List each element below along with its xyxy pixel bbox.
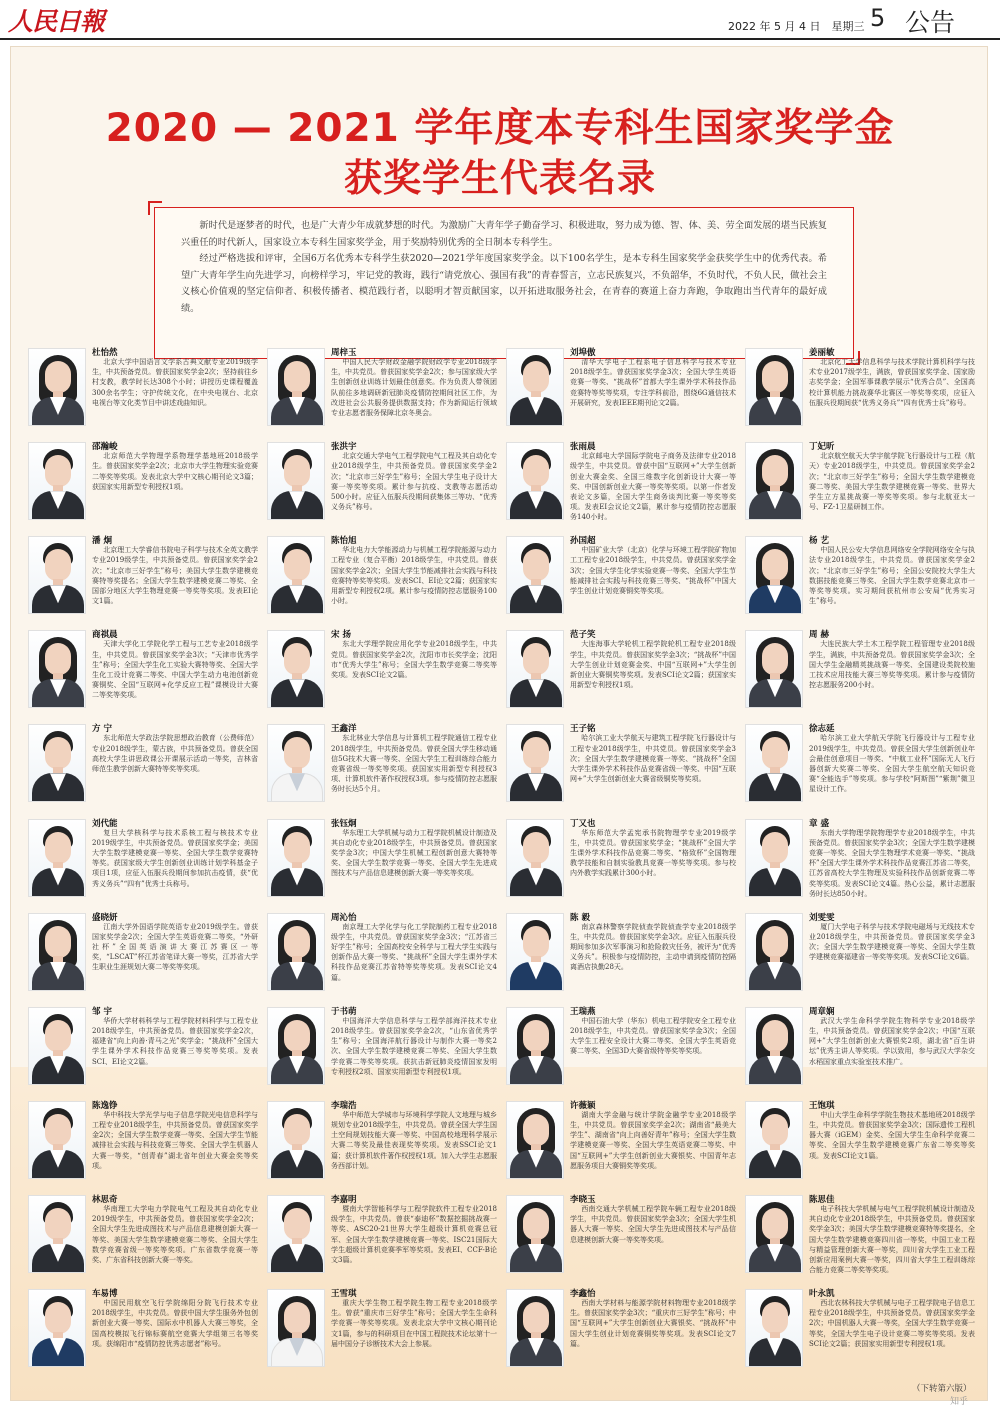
student-photo	[506, 724, 564, 802]
student-photo	[28, 819, 86, 897]
student-name: 张洪宇	[331, 442, 357, 453]
student-bio: 江南大学外国语学院英语专业2019级学生。曾获国家奖学金2次；全国大学生英语竞赛二等奖，“外研社杯”全国英语演讲大赛江苏赛区一等奖，“LSCAT”杯江苏省笔译大赛一等奖，江苏省大学生职业生涯规划大赛二等奖等奖项。	[92, 922, 258, 972]
student-photo	[267, 1007, 325, 1085]
student-card	[24, 1005, 263, 1095]
student-card	[502, 1005, 741, 1095]
student-photo	[267, 630, 325, 708]
student-bio: 中国人民公安大学信息网络安全学院网络安全与执法专业2018级学生，中共党员。曾获国家奖学金2次；“北京市三好学生”称号；全国公安院校大学生大数据技能竞赛三等奖、全国大学生数学竞赛北京市一等奖等奖项。实习期间获杭州市公安局“优秀实习生”称号。	[809, 546, 975, 606]
student-bio: 东北大学理学院应用化学专业2018级学生，中共党员。曾获国家奖学金2次，沈阳市市长奖学金；沈阳市“优秀大学生”称号；全国大学生数学竞赛二等奖等奖项。发表SCI论文2篇。	[331, 640, 497, 679]
student-photo	[28, 1195, 86, 1273]
student-name: 刘代能	[92, 818, 118, 829]
headline-line-1: 2020 — 2021 学年度本专科生国家奖学金	[105, 106, 895, 151]
student-name: 潘 炯	[92, 536, 112, 547]
student-bio: 西南大学材料与能源学院材料物理专业2018级学生。曾获国家奖学金3次；“重庆市三好学生”称号；中国“互联网+”大学生创新创业大赛银奖、“挑战杯”中国大学生创业计划竞赛铜奖等奖项。发表SCI论文7篇。	[570, 1299, 736, 1348]
student-photo	[745, 348, 803, 426]
student-name: 孙国超	[570, 536, 596, 547]
student-card	[263, 817, 502, 907]
student-name: 陈怡旭	[331, 536, 357, 547]
student-name: 杜怡然	[92, 348, 118, 358]
intro-box	[154, 207, 854, 359]
student-bio: 华东师范大学孟宪承书院物理学专业2019级学生，中共党员。曾获国家奖学金；“挑战杯”全国大学生课外学术科技作品竞赛二等奖、“格致杯”全国物理教学技能和自制实验教具竞赛一等奖等奖项。参与校内外教学实践累计300小时。	[570, 828, 736, 878]
student-card	[263, 440, 502, 530]
student-name: 林思奇	[92, 1194, 118, 1205]
student-photo	[745, 913, 803, 991]
student-card	[24, 440, 263, 530]
student-bio: 复旦大学核科学与技术系核工程与核技术专业2019级学生，中共预备党员。曾获国家奖学金；美国大学生数学建模竞赛一等奖、全国大学生数学竞赛特等奖。获国家级大学生创新创业训练计划学科基金子项目1项，应征入伍服兵役期间参加抗击疫情，获“优秀义务兵”“四有”优秀士兵称号。	[92, 828, 258, 888]
student-bio: 北京化工大学信息科学与技术学院计算机科学与技术专业2017级学生，满族，曾获国家奖学金、国家励志奖学金；全国军事课教学展示“优秀合员”、全国高校计算机能力挑战赛华北赛区一等奖等奖项，应征入伍服兵役期间获“优秀义务兵”“四有优秀士兵”称号。	[809, 358, 975, 407]
page-section: 公告	[905, 8, 956, 37]
student-card	[502, 1099, 741, 1189]
student-card	[263, 628, 502, 718]
student-card	[24, 628, 263, 718]
student-card	[263, 346, 502, 436]
student-bio: 东北林业大学信息与计算机工程学院通信工程专业2018级学生，中共预备党员。曾获全国大学生移动通信5G技术大赛一等奖、全国大学生工程训练综合能力竞赛省级一等奖等奖项。获国家实用新型专利授权3项、计算机软件著作权授权3项。参与疫情防控志愿服务时长达5个月。	[331, 734, 497, 794]
student-card	[24, 346, 263, 436]
student-photo	[745, 724, 803, 802]
student-card	[502, 1193, 741, 1283]
student-card	[502, 346, 741, 436]
student-photo	[506, 1195, 564, 1273]
student-bio: 华北电力大学能源动力与机械工程学院能源与动力工程专业（复合平衡）2018级学生，中共党员。曾获国家奖学金2次；全国大学生节能减排社会实践与科技竞赛特等奖等奖项。发表SCI、EI论文2篇；获国家实用新型专利授权2项。累计参与疫情防控志愿服务100小时。	[331, 546, 497, 606]
student-name: 许薇颖	[570, 1100, 596, 1111]
student-card	[263, 911, 502, 1001]
student-bio: 中国矿业大学（北京）化学与环境工程学院矿物加工工程专业2018级学生，中共党员。曾获国家奖学金3次；全国大学生化学实验竞赛一等奖、全国大学生节能减排社会实践与科技竞赛三等奖、“挑战杯”中国大学生创业计划竞赛铜奖等奖项。	[570, 546, 736, 595]
student-name: 范子笑	[570, 630, 596, 641]
student-name: 邹 宇	[92, 1006, 112, 1017]
student-photo	[28, 1007, 86, 1085]
student-name: 宋 扬	[331, 630, 351, 641]
student-bio: 南京森林警察学院侦查学院侦查学专业2018级学生，中共党员。曾获国家奖学金3次。应征入伍服兵役期间参加多次军事演习和抢险救灾任务，被评为“优秀义务兵”。积极参与疫情防控，主动申请到疫情防控隔离酒店执勤28天。	[570, 922, 736, 972]
student-name: 张钰炯	[331, 818, 357, 829]
student-photo	[506, 913, 564, 991]
student-card	[741, 440, 980, 530]
student-bio: 暨南大学智能科学与工程学院软件工程专业2018级学生，中共党员。曾获“泰迪杯”数据挖掘挑战赛一等奖、ASC20-21世界大学生超级计算机竞赛总冠军、全国大学生数学建模竞赛一等奖、ISC21国际大学生超级计算机竞赛季军等奖项。发表EI、CCF-B论文3篇。	[331, 1204, 497, 1264]
student-bio: 中国人民大学财政金融学院财政学专业2018级学生，中共党员。曾获国家奖学金2次；参与国家级大学生创新创业训练计划最佳创意奖。作为负责人带领团队前往多地调研新冠肺炎疫情防控期间社区工作，为改进社会公共服务提供数据支持；作为新闻运行领域专业志愿者服务保障北京冬奥会。	[331, 358, 497, 418]
student-card	[502, 534, 741, 624]
student-photo	[28, 1101, 86, 1179]
student-bio: 哈尔滨工业大学航天学院飞行器设计与工程专业2019级学生，中共党员。曾获全国大学生创新创业年会最佳创意项目一等奖、“中航工业杯”国际无人飞行器创新大奖赛二等奖、全国大学生航空航天知识竞赛“全能选手”等奖项。参与学校“阿斯图”“紫荆”微卫星设计工作。	[809, 734, 975, 794]
student-name: 陈逸铮	[92, 1100, 118, 1111]
student-photo	[267, 536, 325, 614]
student-bio: 天津大学化工学院化学工程与工艺专业2018级学生，中共党员。曾获国家奖学金3次；“天津市优秀学生”称号；全国大学生化工实验大赛特等奖、全国大学生化工设计竞赛二等奖、中国大学生动力电池创新竞赛铜奖、全国“互联网+化学反应工程”课模设计大赛二等奖等奖项。	[92, 640, 258, 700]
student-bio: 电子科技大学机械与电气工程学院机械设计制造及其自动化专业2018级学生，中共预备党员。曾获国家奖学金3次；美国大学生数学建模竞赛特等奖提名，全国大学生数学建模竞赛四川省一等奖，中国工业工程与精益管理创新大赛一等奖，四川省大学生工业工程创新应用案例大赛一等奖，四川省大学生工程训练综合能力竞赛二等奖等奖项。	[809, 1204, 975, 1275]
student-photo	[745, 536, 803, 614]
student-photo	[506, 819, 564, 897]
student-card	[502, 628, 741, 718]
student-name: 丁妃昕	[809, 442, 835, 453]
student-bio: 北京师范大学物理学系物理学基地班2018级学生。曾获国家奖学金2次；北京市大学生物理实验竞赛二等奖等奖项。发表北京大学中文核心期刊论文3篇；获国家实用新型专利授权1项。	[92, 452, 258, 491]
student-card	[24, 817, 263, 907]
student-name: 盛晓妍	[92, 912, 118, 923]
student-name: 叶永凯	[809, 1289, 835, 1299]
student-bio: 华中科技大学光学与电子信息学院光电信息科学与工程专业2018级学生，中共预备党员。曾获国家奖学金2次；全国大学生数学竞赛一等奖、全国大学生节能减排社会实践与科技竞赛三等奖、全国大学生机器人大赛一等奖，“创青春”湖北省年创业大赛金奖等奖项。	[92, 1110, 258, 1170]
student-photo	[745, 1195, 803, 1273]
student-bio: 中山大学生命科学学院生物技术基地班2018级学生，中共党员。曾获国家奖学金3次；国际遗传工程机器大赛（iGEM）金奖、全国大学生生命科学竞赛二等奖、全国大学生数学建模竞赛广东省二等奖等奖项。发表SCI论文1篇。	[809, 1110, 975, 1160]
student-photo	[745, 1101, 803, 1179]
student-bio: 北京理工大学睿信书院电子科学与技术全英文教学专业2019级学生，中共预备党员。曾获国家奖学金2次；“北京市三好学生”称号；美国大学生数学建模竞赛特等奖提名；全国大学生数学建模竞赛二等奖、全国部分地区大学生物理竞赛一等奖等奖项。发表EI论文1篇。	[92, 546, 258, 606]
student-photo	[506, 1289, 564, 1367]
student-photo	[267, 348, 325, 426]
student-card	[263, 1005, 502, 1095]
student-photo	[745, 819, 803, 897]
student-name: 陈 毅	[570, 912, 590, 923]
student-card	[502, 440, 741, 530]
student-name: 陈思佳	[809, 1194, 835, 1205]
student-name: 刘雯雯	[809, 912, 835, 923]
student-bio: 东南大学物理学院物理学专业2018级学生，中共预备党员。曾获国家奖学金3次；全国大学生数学建模竞赛一等奖、全国大学生物理学术竞赛一等奖、“挑战杯”全国大学生课外学术科技作品竞赛江苏省二等奖，江苏省高校大学生物理及实验科技作品创新竞赛二等奖等奖项。发表SCI论文4篇。热心公益，累计志愿服务时长达850小时。	[809, 828, 975, 898]
student-name: 周 赫	[809, 630, 829, 641]
student-card	[263, 1099, 502, 1189]
newspaper-logo: 人民日報	[8, 7, 105, 36]
student-photo	[506, 536, 564, 614]
student-bio: 中国海洋大学信息科学与工程学部海洋技术专业2018级学生。曾获国家奖学金2次，“山东省优秀学生”称号；全国海洋航行器设计与制作大赛一等奖2次、全国大学生数学建模竞赛二等奖、全国大学生数学竞赛二等奖等奖项。获抗击新冠肺炎疫情国家发明专利授权2项、国家实用新型专利授权1项。	[331, 1016, 497, 1076]
student-bio: 北京大学中国语言文学系古典文献专业2019级学生，中共预备党员。曾获国家奖学金2次；坚持前往乡村支教，教学时长达308个小时；讲授历史课程覆盖300余名学生；守护传统文化，在中央电视台、北京电视台等文化类节目中讲述戏曲知识。	[92, 358, 258, 407]
student-card	[741, 817, 980, 907]
student-name: 商祺晨	[92, 630, 118, 641]
student-card	[502, 722, 741, 812]
student-name: 李晓玉	[570, 1194, 596, 1205]
student-name: 杨 艺	[809, 536, 829, 547]
intro-paragraph-1: 新时代是逐梦者的时代，也是广大青少年成就梦想的时代。为激励广大青年学子勤奋学习、积极进取，努力成为德、智、体、美、劳全面发展的堪当民族复兴重任的时代新人，国家设立本专科生国家奖学金，用于奖励特别优秀的全日制本专科学生。	[181, 220, 827, 248]
student-card	[741, 534, 980, 624]
student-bio: 西南交通大学机械工程学院车辆工程专业2018级学生，中共党员。曾获国家奖学金3次；全国大学生机器人大赛一等奖、全国大学生先进成图技术与产品信息建模创新大赛一等奖等奖项。	[570, 1204, 736, 1244]
student-bio: 南京理工大学化学与化工学院制药工程专业2018级学生，中共党员。曾获国家奖学金3次；“江苏省三好学生”称号；全国高校安全科学与工程大学生实践与创新作品大赛一等奖、“挑战杯”全国大学生课外学术科技作品竞赛江苏省特等奖等奖项。发表SCI论文4篇。	[331, 922, 497, 982]
headline-line-2: 获奖学生代表名录	[343, 156, 656, 200]
student-bio: 大连海事大学轮机工程学院轮机工程专业2018级学生，中共党员。曾获国家奖学金3次；“挑战杯”中国大学生创业计划竞赛金奖、中国“互联网+”大学生创新创业大赛铜奖等奖项。发表SCI论文2篇；获国家实用新型专利授权1项。	[570, 640, 736, 690]
student-bio: 西北农林科技大学机械与电子工程学院电子信息工程专业2018级学生，中共预备党员。曾获国家奖学金2次；中国机器人大赛一等奖，全国大学生数学竞赛一等奖，全国大学生电子设计竞赛二等奖等奖项。发表SCI论文2篇；获国家实用新型专利授权1项。	[809, 1299, 975, 1348]
student-photo	[745, 630, 803, 708]
student-name: 周梓玉	[331, 348, 357, 358]
student-name: 李鑫怡	[570, 1289, 596, 1299]
student-name: 方 宁	[92, 724, 112, 735]
student-photo	[267, 442, 325, 520]
student-name: 李瑞浩	[331, 1100, 357, 1111]
student-photo	[28, 348, 86, 426]
student-name: 车易博	[92, 1289, 118, 1299]
student-photo	[267, 724, 325, 802]
student-photo	[745, 1289, 803, 1367]
student-card	[741, 1287, 980, 1377]
masthead	[0, 0, 1000, 40]
student-photo	[28, 442, 86, 520]
student-photo	[506, 630, 564, 708]
student-photo	[28, 1289, 86, 1367]
student-bio: 厦门大学电子科学与技术学院电磁场与无线技术专业2018级学生，中共预备党员。曾获国家奖学金3次；全国大学生数学建模竞赛一等奖、全国大学生数学建模竞赛福建省一等奖等奖项。发表SCI论文6篇。	[809, 922, 975, 962]
student-name: 王瑞燕	[570, 1006, 596, 1017]
student-photo	[506, 348, 564, 426]
student-card	[741, 1099, 980, 1189]
student-photo	[506, 1101, 564, 1179]
student-card	[24, 1193, 263, 1283]
student-name: 周章娴	[809, 1006, 835, 1017]
student-name: 李嘉明	[331, 1194, 357, 1205]
student-name: 刘埠傲	[570, 348, 596, 358]
student-card	[741, 1193, 980, 1283]
student-photo	[267, 913, 325, 991]
student-bio: 中国民用航空飞行学院绵阳分院飞行技术专业2018级学生，中共党员。曾获中国大学生服务外包创新创业大赛一等奖、国际水中机器人大赛三等奖，全国高校模拟飞行锦标赛航空竞赛大学组第三名等奖项。获绵阳市“疫情防控优秀志愿者”称号。	[92, 1299, 258, 1348]
student-name: 丁又也	[570, 818, 596, 829]
issue-date: 2022 年 5 月 4 日 星期三	[728, 20, 865, 33]
student-bio: 东北师范大学政法学院思想政治教育（公费师范）专业2018级学生，蒙古族，中共预备党员。曾获全国高校大学生讲思政课公开课展示活动一等奖，吉林省师范生教学创新大赛特等奖等奖项。	[92, 734, 258, 773]
student-photo	[745, 442, 803, 520]
student-card	[502, 1287, 741, 1377]
student-card	[263, 722, 502, 812]
student-photo	[28, 913, 86, 991]
student-bio: 北京航空航天大学宇航学院飞行器设计与工程（航天）专业2018级学生，中共党员。曾获国家奖学金2次；“北京市三好学生”称号；全国大学生数学建模竞赛二等奖、美国大学生数学建模竞赛一等奖、世界大学生立方星挑战赛一等奖等奖项。参与北航亚太一号、FZ-1卫星研制工作。	[809, 452, 975, 512]
student-bio: 大连民族大学土木工程学院工程管理专业2018级学生，满族，中共预备党员。曾获国家奖学金3次；全国大学生金融精英挑战赛一等奖、全国建设类院校施工技术应用技能大赛三等奖等奖项。累计参与疫情防控志愿服务200小时。	[809, 640, 975, 690]
student-card	[24, 1099, 263, 1189]
student-photo	[28, 630, 86, 708]
student-bio: 武汉大学生命科学学院生物科学专业2018级学生，中共预备党员。曾获国家奖学金2次；中国“互联网+”大学生创新创业大赛银奖2项，湖北省“百生讲坛”优秀主讲人等奖项。学以致用，参与武汉大学杂交水稻国家重点实验室技术推广。	[809, 1016, 975, 1066]
student-bio: 中国石油大学（华东）机电工程学院安全工程专业2018级学生，中共党员。曾获国家奖学金3次；全国大学生工程安全设计大赛二等奖、全国大学生英语竞赛二等奖、全国3D大赛省级特等奖等奖项。	[570, 1016, 736, 1056]
student-photo	[267, 1289, 325, 1367]
student-grid	[24, 346, 980, 1376]
student-name: 邵瀚峻	[92, 442, 118, 453]
student-photo	[28, 536, 86, 614]
continued-note: （下转第六版）	[912, 1384, 972, 1394]
watermark: 知乎	[950, 1397, 969, 1407]
student-bio: 华东理工大学机械与动力工程学院机械设计制造及其自动化专业2018级学生，中共预备党员。曾获国家奖学金3次；中国大学生机械工程创新创意大赛特等奖、全国大学生数学竞赛一等奖、全国大学生先进成图技术与产品信息建模创新大赛一等奖等奖项。	[331, 828, 497, 878]
student-photo	[267, 1101, 325, 1179]
student-card	[24, 911, 263, 1001]
student-name: 王雪琪	[331, 1289, 357, 1299]
student-bio: 北京邮电大学国际学院电子商务及法律专业2018级学生，中共党员。曾获中国“互联网+”大学生创新创业大赛金奖、全国三维数字化创新设计大赛一等奖、中国创新创业大赛一等奖等奖项。以第一作者发表论文多篇，全国大学生商务谈判比赛一等奖等奖项。发表EI会议论文2篇，累计参与疫情防控志愿服务140小时。	[570, 452, 736, 522]
student-card	[24, 1287, 263, 1377]
student-card	[502, 817, 741, 907]
student-bio: 华中师范大学城市与环境科学学院人文地理与城乡规划专业2018级学生，中共党员。曾获全国大学生国土空间规划技能大赛一等奖、中国高校地理科学展示大赛二等奖及最佳表现奖等奖项。发表SSCI论文1篇；获计算机软件著作权授权1项。加入大学生志愿服务西部计划。	[331, 1110, 497, 1170]
student-card	[741, 911, 980, 1001]
student-card	[24, 534, 263, 624]
student-photo	[506, 1007, 564, 1085]
student-bio: 华南理工大学电力学院电气工程及其自动化专业2019级学生，中共预备党员。曾获国家奖学金2次；全国大学生先进成图技术与产品信息建模创新大赛一等奖、美国大学生数学建模竞赛二等奖、全国大学生数学竞赛省级一等奖等奖项。广东省数学竞赛一等奖、广东省科技创新大赛一等奖。	[92, 1204, 258, 1264]
student-name: 王子铭	[570, 724, 596, 735]
student-card	[263, 534, 502, 624]
page-number: 5	[870, 4, 886, 32]
student-name: 王饱琪	[809, 1100, 835, 1111]
student-card	[741, 346, 980, 436]
student-name: 王鑫洋	[331, 724, 357, 735]
student-bio: 华侨大学材料科学与工程学院材料科学与工程专业2018级学生，中共预备党员。曾获国家奖学金2次，福建省“向上向善·青马之光”奖学金；“挑战杯”全国大学生课外学术科技作品竞赛三等奖等奖项。发表SCI、EI论文2篇。	[92, 1016, 258, 1066]
student-photo	[506, 442, 564, 520]
student-name: 张雨晨	[570, 442, 596, 453]
student-photo	[267, 1195, 325, 1273]
student-name: 周沁怡	[331, 912, 357, 923]
student-bio: 清华大学电子工程系电子信息科学与技术专业2018级学生。曾获国家奖学金3次；全国大学生英语竞赛一等奖、“挑战杯”首都大学生课外学术科技作品竞赛特等奖等奖项，专注学科前沿，围绕6G通信技术开展研究，发表IEEE期刊论文2篇。	[570, 358, 736, 407]
student-card	[24, 722, 263, 812]
student-bio: 哈尔滨工业大学航天与建筑工程学院飞行器设计与工程专业2018级学生，中共党员。曾获国家奖学金3次；全国大学生数学建模竞赛一等奖、“挑战杯”全国大学生课外学术科技作品竞赛省级一等奖、中国“互联网+”大学生创新创业大赛省级铜奖等奖项。	[570, 734, 736, 784]
student-photo	[745, 1007, 803, 1085]
student-card	[741, 628, 980, 718]
student-card	[741, 722, 980, 812]
student-bio: 北京交通大学电气工程学院电气工程及其自动化专业2018级学生，中共预备党员。曾获国家奖学金2次；“北京市三好学生”称号；全国大学生电子设计大赛一等奖等奖项。累计参与抗疫、支教等志愿活动500小时。应征入伍服兵役期间获集体三等功、“优秀义务兵”称号。	[331, 452, 497, 512]
student-card	[263, 1287, 502, 1377]
student-photo	[28, 724, 86, 802]
student-photo	[267, 819, 325, 897]
student-card	[263, 1193, 502, 1283]
student-name: 徐志延	[809, 724, 835, 735]
student-name: 姜丽敏	[809, 348, 835, 358]
student-card	[741, 1005, 980, 1095]
student-card	[502, 911, 741, 1001]
student-bio: 湖南大学金融与统计学院金融学专业2018级学生，中共党员。曾获国家奖学金2次；湖南省“最美大学生”、湖南省“向上向善好青年”称号；全国大学生数学建模竞赛一等奖、全国大学生英语竞赛二等奖、中国“互联网+”大学生创新创业大赛银奖、中国青年志愿服务项目大赛铜奖等奖项。	[570, 1110, 736, 1170]
student-name: 章 盛	[809, 818, 829, 829]
student-name: 于书萌	[331, 1006, 357, 1017]
intro-paragraph-2: 经过严格选拔和评审，全国6万名优秀本专科学生获2020—2021学年度国家奖学金。以下100名学生，是本专科生国家奖学金获奖学生中的优秀代表。希望广大青年学生向先进学习，向榜样学习，牢记党的教诲，践行“请党放心、强国有我”的青春誓言，立志民族复兴，不负韶华，不负时代，不负人民，做社会主义核心价值观的坚定信仰者、积极传播者、模范践行者，以聪明才智贡献国家，以开拓进取服务社会，在青春的赛道上奋力奔跑，争取跑出当代青年的最好成绩。	[181, 253, 827, 314]
student-bio: 重庆大学生物工程学院生物工程专业2018级学生。曾获“重庆市三好学生”称号；全国大学生生命科学竞赛一等奖等奖项。发表北京大学中文核心期刊论文1篇，参与的科研项目在中国工程院技术论坛第十一届中国分子诊断技术大会上参展。	[331, 1299, 497, 1348]
